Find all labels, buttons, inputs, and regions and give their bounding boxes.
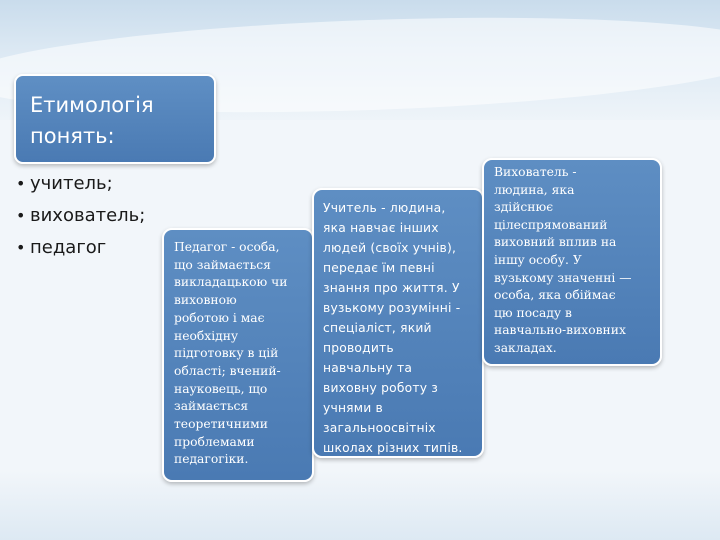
term-list bbox=[16, 168, 145, 264]
bullet-icon: • bbox=[16, 174, 26, 193]
bullet-icon: • bbox=[16, 206, 26, 225]
background-footer-band bbox=[0, 470, 720, 540]
list-item-teacher bbox=[16, 168, 145, 200]
list-item-pedagogue bbox=[16, 232, 145, 264]
list-item-label: педагог bbox=[30, 237, 107, 258]
slide-title: Етимологія понять: bbox=[14, 74, 216, 164]
bullet-icon: • bbox=[16, 238, 26, 257]
list-item-label: вихователь; bbox=[30, 205, 146, 226]
list-item-label: учитель; bbox=[30, 173, 113, 194]
list-item-educator bbox=[16, 200, 145, 232]
definition-card-pedagogue: Педагог - особа, що займається викладацькою чи виховною роботою і має необхідну підготовку в цій області; вчений- науковець, що займається теоретичними проблемами педагогіки. bbox=[162, 228, 314, 482]
definition-card-teacher: Учитель - людина, яка навчає інших людей (своїх учнів), передає їм певні знання про життя. У вузькому розумінні - спеціаліст, який проводить навчальну та виховну роботу з учнями в загальноосвітніх школах різних типів. bbox=[312, 188, 484, 458]
definition-card-educator: Вихователь - людина, яка здійснює цілеспрямований виховний вплив на іншу особу. У вузькому значенні — особа, яка обіймає цю посаду в навчально-виховних закладах. bbox=[482, 158, 662, 366]
